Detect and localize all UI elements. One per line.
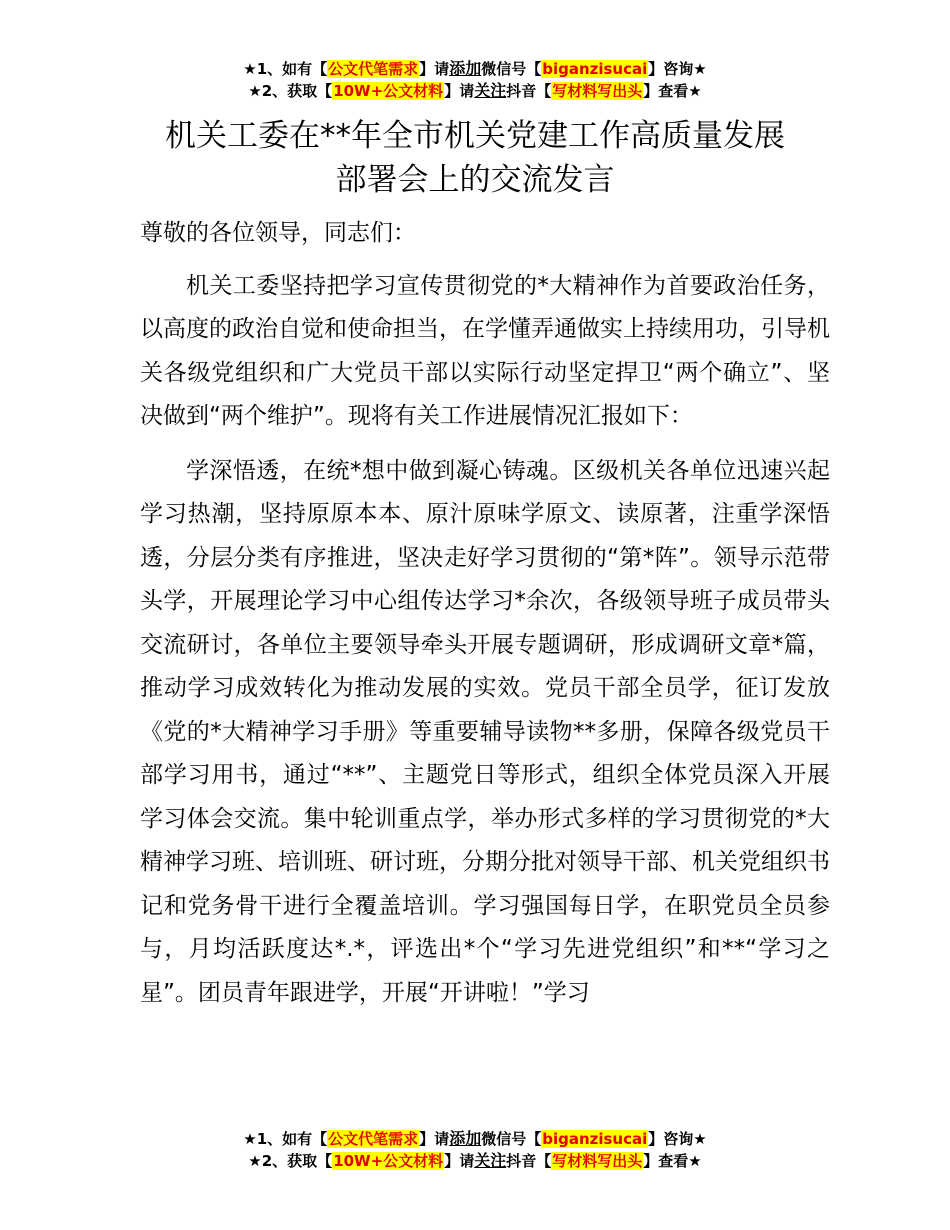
header-promo-line-1 (0, 58, 950, 80)
promo-text: ★2、获取【 (248, 1152, 333, 1170)
document-title-line-2: 部署会上的交流发言 (335, 162, 615, 198)
footer-promo-line-1 (0, 1128, 950, 1150)
footer-promo (0, 1128, 950, 1172)
promo-highlight: 10W+公文材料 (333, 1152, 444, 1170)
promo-emphasis: 添加 (449, 1129, 482, 1148)
promo-text: 】查看★ (643, 1152, 702, 1170)
promo-highlight: 10W+公文材料 (333, 82, 444, 100)
promo-text: 】咨询★ (648, 60, 707, 78)
promo-text: 微信号【 (481, 60, 542, 78)
promo-wechat-id: biganzisucai (542, 1130, 648, 1148)
promo-text: 微信号【 (481, 1130, 542, 1148)
promo-wechat-id: biganzisucai (542, 60, 648, 78)
promo-douyin-id: 写材料写出头 (552, 1152, 643, 1170)
salutation: 尊敬的各位领导，同志们： (140, 220, 416, 246)
promo-text: ★1、如有【 (243, 1130, 328, 1148)
promo-highlight: 公文代笔需求 (328, 60, 419, 78)
promo-text: ★1、如有【 (243, 60, 328, 78)
promo-text: 】请 (444, 1152, 475, 1170)
promo-text: 】咨询★ (648, 1130, 707, 1148)
promo-douyin-id: 写材料写出头 (552, 82, 643, 100)
body-paragraph-1: 机关工委坚持把学习宣传贯彻党的*大精神作为首要政治任务，以高度的政治自觉和使命担当，在学懂弄通做实上持续用功，引导机关各级党组织和广大党员干部以实际行动坚定捍卫“两个确立”、坚决做到“两个维护”。现将有关工作进展情况汇报如下： (140, 272, 830, 429)
header-promo-line-2 (0, 80, 950, 102)
document-title-line-1: 机关工委在**年全市机关党建工作高质量发展 (165, 118, 785, 154)
promo-text: 抖音【 (506, 82, 552, 100)
document-title (0, 114, 950, 202)
footer-promo-line-2 (0, 1150, 950, 1172)
document-body (140, 212, 830, 1015)
promo-text: 】请 (419, 1130, 450, 1148)
promo-text: 抖音【 (506, 1152, 552, 1170)
promo-highlight: 公文代笔需求 (328, 1130, 419, 1148)
promo-text: 】请 (444, 82, 475, 100)
promo-text: ★2、获取【 (248, 82, 333, 100)
promo-text: 】请 (419, 60, 450, 78)
promo-text: 】查看★ (643, 82, 702, 100)
promo-emphasis: 关注 (474, 1151, 507, 1170)
promo-emphasis: 关注 (474, 81, 507, 100)
body-paragraph-2: 学深悟透，在统*想中做到凝心铸魂。区级机关各单位迅速兴起学习热潮，坚持原原本本、原汁原味学原文、读原著，注重学深悟透，分层分类有序推进，坚决走好学习贯彻的“第*阵”。领导示范带头学，开展理论学习中心组传达学习*余次，各级领导班子成员带头交流研讨，各单位主要领导牵头开展专题调研，形成调研文章*篇，推动学习成效转化为推动发展的实效。党员干部全员学，征订发放《党的*大精神学习手册》等重要辅导读物**多册，保障各级党员干部学习用书，通过“**”、主题党日等形式，组织全体党员深入开展学习体会交流。集中轮训重点学，举办形式多样的学习贯彻党的*大精神学习班、培训班、研讨班，分期分批对领导干部、机关党组织书记和党务骨干进行全覆盖培训。学习强国每日学，在职党员全员参与，月均活跃度达*.*，评选出*个“学习先进党组织”和**“学习之星”。团员青年跟进学，开展“开讲啦！”学习 (140, 457, 830, 1006)
promo-emphasis: 添加 (449, 59, 482, 78)
header-promo (0, 58, 950, 102)
